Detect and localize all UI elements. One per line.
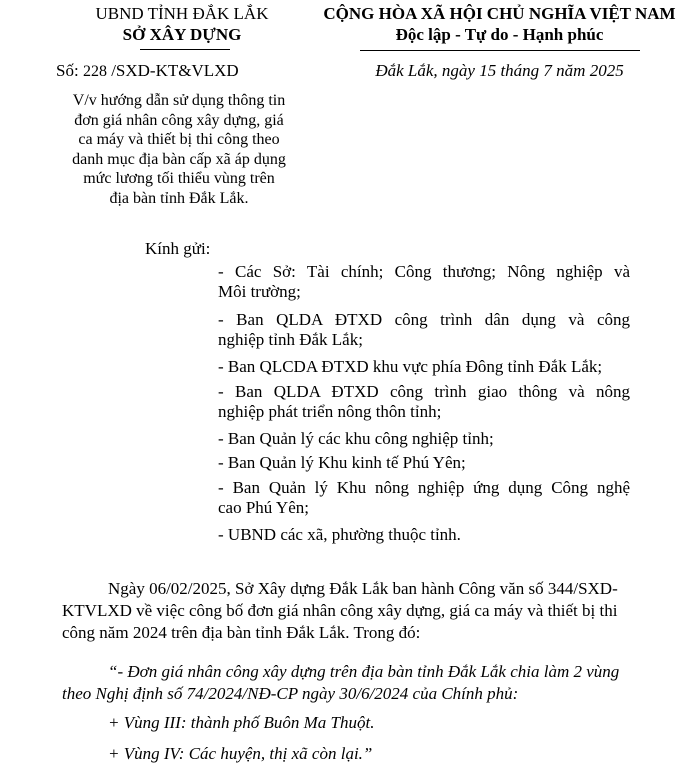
recipient-line: nghiệp phát triển nông thôn tỉnh; [218,402,442,421]
subject-line: V/v hướng dẫn sử dụng thông tin [72,92,286,109]
recipient-line: - Ban Quản lý Khu nông nghiệp ứng dụng Công nghệ [218,478,630,497]
zone-iv-line: + Vùng IV: Các huyện, thị xã còn lại.” [108,744,373,763]
date-line [300,61,699,81]
recipient-line: Môi trường; [218,282,301,301]
subject-line: danh mục địa bàn cấp xã áp dụng [72,150,286,168]
document-number-suffix: /SXD-KT&VLXD [111,61,239,80]
recipient-item [218,453,630,473]
recipient-item [218,310,630,350]
recipient-line: - Ban QLDA ĐTXD công trình dân dụng và công [218,310,630,329]
recipient-line: - Các Sở: Tài chính; Công thương; Nông nghiệp và [218,262,630,281]
issuing-organization: SỞ XÂY DỰNG [122,25,242,44]
organization-underline [140,49,230,50]
subject-line: mức lương tối thiểu vùng trên [83,170,275,188]
motto-underline [360,50,640,51]
document-number [56,61,239,81]
zone-iii-line: + Vùng III: thành phố Buôn Ma Thuột. [108,713,375,732]
recipient-item [218,382,630,422]
recipient-item [218,478,630,518]
document-number-prefix: Số: [56,61,79,80]
date-rest: tháng 7 năm 2025 [496,61,624,80]
national-motto: Độc lập - Tự do - Hạnh phúc [395,25,604,44]
parent-organization: UBND TỈNH ĐẮK LẮK [95,4,269,23]
document-subject [38,91,320,209]
subject-line: địa bàn tỉnh Đắk Lắk. [109,189,249,207]
body-intro-line: công năm 2024 trên địa bàn tỉnh Đắk Lắk. Trong đó: [62,623,421,642]
salutation: Kính gửi: [145,239,211,258]
recipient-item [218,262,630,302]
document-number-value: 228 [82,63,107,80]
recipient-line: nghiệp tỉnh Đắk Lắk; [218,330,363,349]
quote-line: “- Đơn giá nhân công xây dựng trên địa bàn tỉnh Đắk Lắk chia làm 2 vùng [108,662,620,681]
recipient-line: - Ban Quản lý các khu công nghiệp tỉnh; [218,429,494,448]
recipient-line: - UBND các xã, phường thuộc tỉnh. [218,525,461,544]
recipient-line: - Ban QLDA ĐTXD công trình giao thông và nông [218,382,630,401]
date-prefix: Đắk Lắk, ngày [375,61,480,80]
recipient-line: - Ban QLCDA ĐTXD khu vực phía Đông tỉnh Đắk Lắk; [218,357,603,376]
subject-line: đơn giá nhân công xây dựng, giá [74,111,284,129]
body-intro-line: KTVLXD về việc công bố đơn giá nhân công xây dựng, giá ca máy và thiết bị thi [62,601,618,620]
quote-line: theo Nghị định số 74/2024/NĐ-CP ngày 30/6/2024 của Chính phủ: [62,684,519,703]
recipient-line: cao Phú Yên; [218,498,309,517]
recipient-item [218,429,630,449]
recipient-line: - Ban Quản lý Khu kinh tế Phú Yên; [218,453,466,472]
recipient-item [218,357,630,377]
subject-line: ca máy và thiết bị thi công theo [78,131,280,149]
date-day: 15 [479,61,497,80]
recipient-item [218,525,630,545]
body-intro-line: Ngày 06/02/2025, Sở Xây dựng Đắk Lắk ban hành Công văn số 344/SXD- [108,579,618,598]
national-title: CỘNG HÒA XÃ HỘI CHỦ NGHĨA VIỆT NAM [323,4,676,23]
